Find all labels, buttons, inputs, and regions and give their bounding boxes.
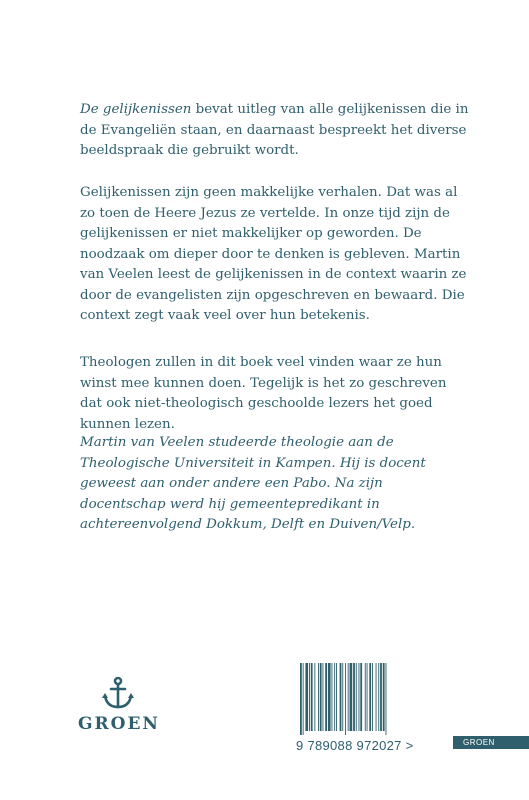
publisher-tag: GROEN: [453, 736, 529, 749]
barcode-bar: [350, 663, 353, 731]
barcode-bar: [309, 663, 310, 731]
barcode-bar: [342, 663, 343, 731]
barcode-bar: [378, 663, 379, 731]
anchor-icon: [100, 676, 136, 712]
blurb-paragraph-intro: [80, 100, 470, 162]
barcode-bar: [365, 663, 366, 731]
barcode-bar: [340, 663, 342, 731]
barcode-bar: [380, 663, 382, 731]
publisher-name: GROEN: [78, 714, 160, 734]
publisher-logo: [78, 676, 158, 734]
barcode-bar: [332, 663, 333, 731]
barcode-bar: [336, 663, 337, 731]
barcode-bar: [328, 663, 331, 731]
author-bio: [80, 433, 470, 536]
audience-text: Theologen zullen in dit boek veel vinden waar ze hun winst mee kunnen doen. Tegelijk is het zo geschreven dat ook niet-theologisch geschoolde lezers het goed kunnen lezen.: [80, 355, 447, 432]
context-text: Gelijkenissen zijn geen makkelijke verhalen. Dat was al zo toen de Heere Jezus ze vertelde. In onze tijd zijn de gelijkenissen er niet makkelijker op geworden. De noodzaak om dieper door te denken is gebleven. Martin van Veelen leest de gelijkenissen in de context waarin ze door de evangelisten zijn opgeschreven en bewaard. Die context zegt vaak veel over hun betekenis.: [80, 185, 467, 323]
blurb-paragraph-audience: [80, 353, 470, 435]
barcode-bar: [311, 663, 313, 731]
blurb-paragraph-context: [80, 183, 470, 327]
barcode-bar: [305, 663, 308, 731]
barcode-bar: [369, 663, 371, 731]
barcode-bar: [318, 663, 319, 731]
barcode-bar: [348, 663, 349, 731]
barcode-bar: [376, 663, 377, 731]
barcode-bar: [360, 663, 362, 731]
author-bio-text: Martin van Veelen studeerde theologie aan de Theologische Universiteit in Kampen. Hij is docent geweest aan onder andere een Pabo. Na zijn docentschap werd hij gemeentepredikant in achtereenvolgend Dokkum, Delft en Duiven/Velp.: [80, 435, 426, 532]
intro-text: bevat uitleg van alle gelijkenissen die in de Evangeliën staan, en daarnaast bespreekt het diverse beeldspraak die gebruikt wordt.: [80, 102, 469, 158]
barcode-bar: [325, 663, 327, 731]
barcode-bar: [383, 663, 385, 731]
barcode-bar: [353, 663, 355, 731]
barcode-bar: [356, 663, 357, 731]
barcode-bar: [359, 663, 360, 731]
barcode-bar: [386, 663, 387, 735]
barcode-bar: [320, 663, 322, 731]
barcode-bar: [303, 663, 304, 735]
barcode-bar: [334, 663, 335, 731]
barcode-bar: [314, 663, 315, 731]
barcode-bar: [323, 663, 324, 731]
barcode-bar: [372, 663, 373, 731]
barcode-bar: [300, 663, 302, 735]
barcode-bar: [367, 663, 368, 731]
isbn-number: 9 789088 972027 >: [296, 738, 414, 753]
book-title-italic: De gelijkenissen: [80, 102, 192, 117]
barcode-bar: [345, 663, 346, 735]
